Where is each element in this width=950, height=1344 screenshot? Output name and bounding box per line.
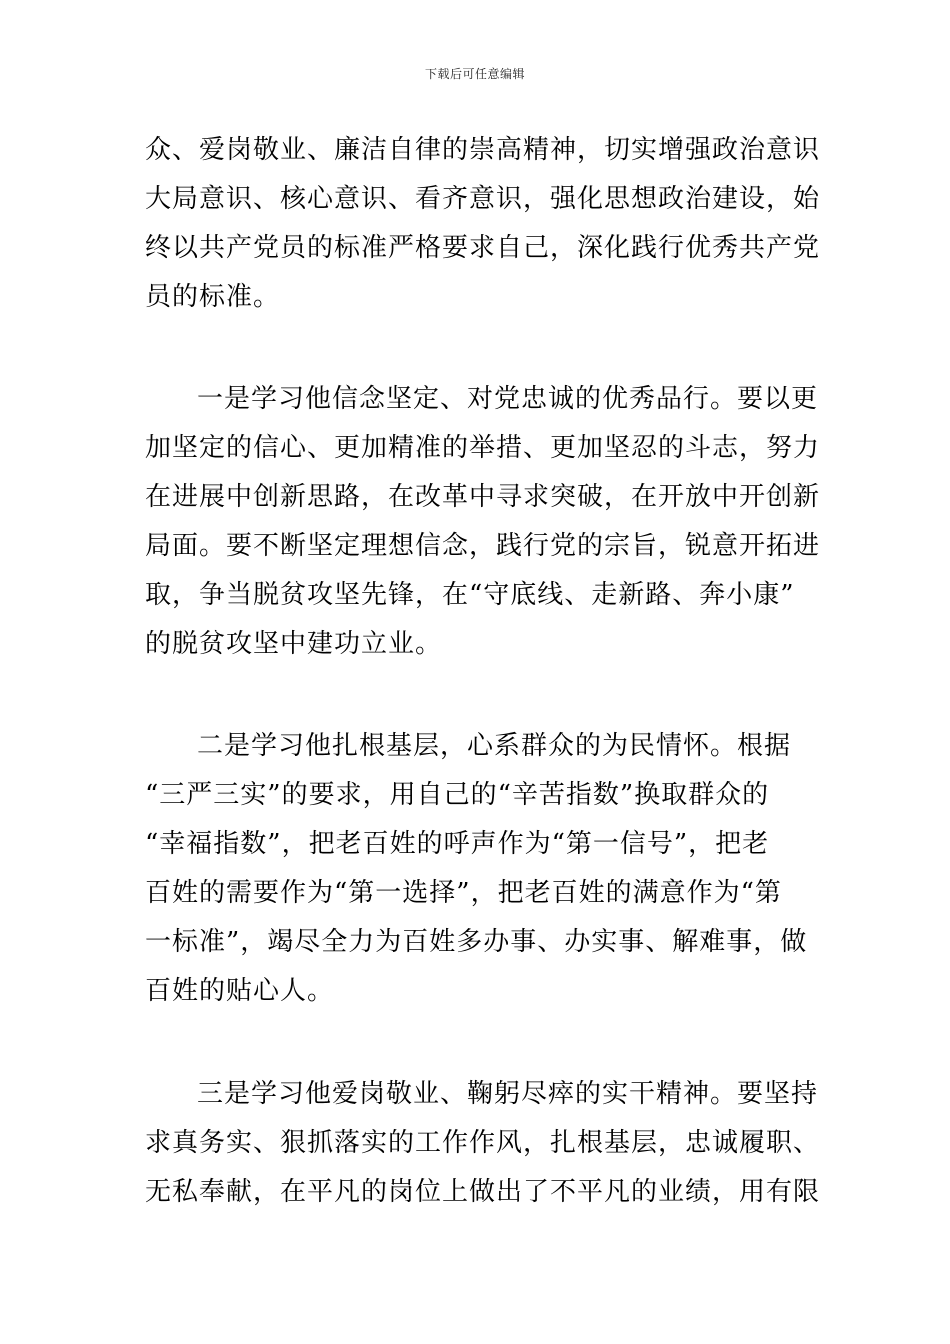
text-line: 取，争当脱贫攻坚先锋，在“守底线、走新路、奔小康” bbox=[145, 580, 795, 610]
paragraph-point-two bbox=[145, 722, 810, 1016]
text-line: 无私奉献，在平凡的岗位上做出了不平凡的业绩，用有限 bbox=[145, 1177, 821, 1207]
text-line: 在进展中创新思路，在改革中寻求突破，在开放中开创新 bbox=[145, 482, 821, 512]
page-header: 下载后可任意编辑 bbox=[424, 67, 525, 81]
text-line: 一是学习他信念坚定、对党忠诚的优秀品行。要以更 bbox=[197, 384, 819, 414]
text-line: 二是学习他扎根基层，心系群众的为民情怀。根据 bbox=[197, 731, 792, 761]
text-line: “幸福指数”，把老百姓的呼声作为“第一信号”，把老 bbox=[145, 829, 770, 859]
paragraph-continuation bbox=[145, 126, 821, 322]
text-line: 百姓的需要作为“第一选择”，把老百姓的满意作为“第 bbox=[145, 878, 782, 908]
text-line: “三严三实”的要求，用自己的“辛苦指数”换取群众的 bbox=[145, 780, 770, 810]
text-line: 一标准”，竭尽全力为百姓多办事、办实事、解难事，做 bbox=[145, 927, 808, 957]
text-line: 终以共产党员的标准严格要求自己，深化践行优秀共产党 bbox=[145, 233, 821, 263]
text-line: 大局意识、核心意识、看齐意识，强化思想政治建设，始 bbox=[145, 184, 821, 214]
text-line: 局面。要不断坚定理想信念，践行党的宗旨，锐意开拓进 bbox=[145, 531, 821, 561]
text-line: 众、爱岗敬业、廉洁自律的崇高精神，切实增强政治意识 bbox=[145, 135, 821, 165]
text-line: 员的标准。 bbox=[145, 282, 281, 312]
paragraph-point-three bbox=[145, 1070, 821, 1217]
text-line: 百姓的贴心人。 bbox=[145, 976, 335, 1006]
text-line: 加坚定的信心、更加精准的举措、更加坚忍的斗志，努力 bbox=[145, 433, 821, 463]
text-line: 求真务实、狠抓落实的工作作风，扎根基层，忠诚履职、 bbox=[145, 1128, 821, 1158]
text-line: 的脱贫攻坚中建功立业。 bbox=[145, 629, 443, 659]
text-line: 三是学习他爱岗敬业、鞠躬尽瘁的实干精神。要坚持 bbox=[197, 1079, 819, 1109]
paragraph-point-one bbox=[145, 375, 821, 669]
